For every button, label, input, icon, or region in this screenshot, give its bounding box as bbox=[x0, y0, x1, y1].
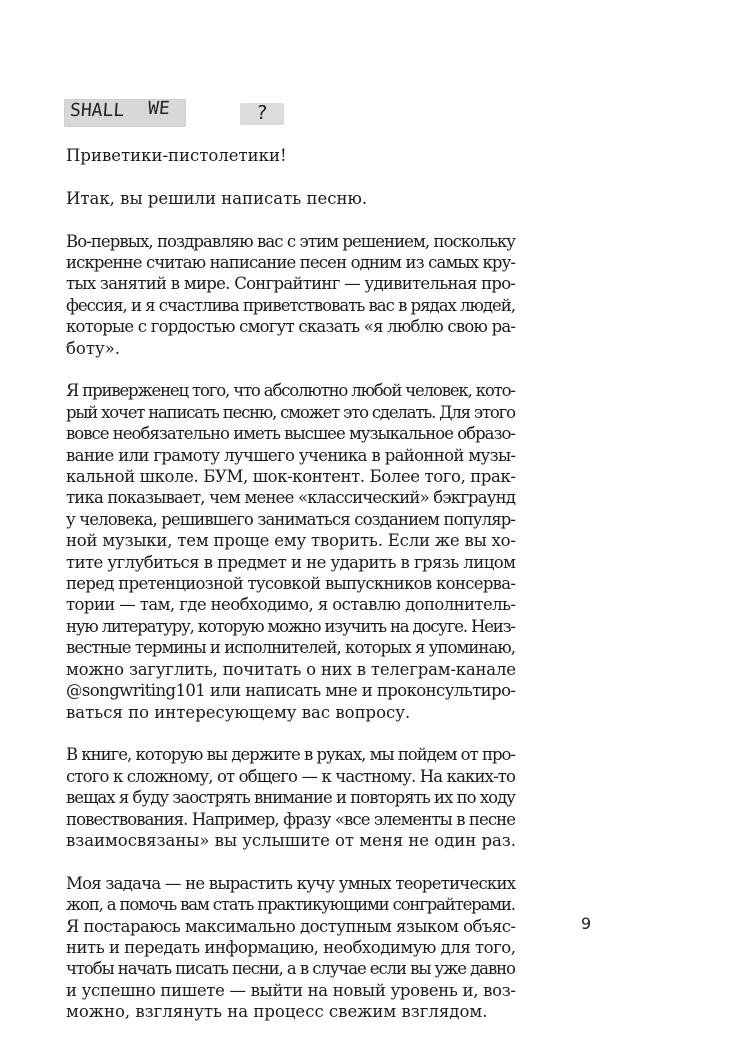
text-line: вестные термины и исполнителей, которых я упоминаю, bbox=[66, 638, 516, 658]
page-number: 9 bbox=[581, 914, 592, 933]
logo-word-shall: SHALL bbox=[69, 100, 125, 121]
text-line: Приветики-пистолетики! bbox=[66, 146, 287, 165]
text-line: взаимосвязаны» вы услышите от меня не один раз. bbox=[66, 830, 516, 850]
text-line: рый хочет написать песню, сможет это сделать. Для этого bbox=[66, 402, 515, 422]
text-line: Итак, вы решили написать песню. bbox=[66, 188, 368, 208]
text-line: тите углубиться в предмет и не ударить в грязь лицом bbox=[66, 552, 516, 572]
text-line: Я постараюсь максимально доступным языком объяс- bbox=[66, 916, 516, 936]
text-line: ваться по интересующему вас вопросу. bbox=[66, 702, 411, 722]
text-line: тории — там, где необходимо, я оставлю дополнитель- bbox=[66, 595, 516, 615]
paragraph bbox=[66, 380, 516, 723]
text-line: @songwriting101 или написать мне и проконсультиро- bbox=[66, 681, 516, 701]
paragraph bbox=[66, 744, 516, 851]
text-line: боту». bbox=[66, 338, 121, 358]
text-line: искренне считаю написание песен одним из самых кру- bbox=[66, 253, 516, 272]
text-line: ную литературу, которую можно изучить на досуге. Неиз- bbox=[66, 616, 515, 636]
text-line: и успешно пишете — выйти на новый уровень и, воз- bbox=[66, 980, 516, 1000]
text-line: перед претенциозной тусовкой выпускников консерва- bbox=[66, 574, 516, 594]
text-line: фессия, и я счастлива приветствовать вас в рядах людей, bbox=[66, 295, 515, 315]
text-line: чтобы начать писать песни, а в случае если вы уже давно bbox=[66, 959, 515, 979]
text-line: повествования. Например, фразу «все элементы в песне bbox=[66, 809, 516, 829]
paragraph bbox=[66, 188, 516, 209]
text-line: тых занятий в мире. Сонграйтинг — удивительная про- bbox=[66, 274, 516, 294]
paragraph bbox=[66, 145, 516, 166]
text-line: Я приверженец того, что абсолютно любой человек, кото- bbox=[66, 381, 515, 401]
text-line: вовсе необязательно иметь высшее музыкальное образо- bbox=[66, 424, 516, 444]
text-line: ной музыки, тем проще ему творить. Если же вы хо- bbox=[66, 531, 516, 551]
text-line: жоп, а помочь вам стать практикующими сонграйтерами. bbox=[66, 895, 515, 915]
logo-word-question: ? bbox=[255, 102, 269, 124]
paragraph bbox=[66, 231, 516, 359]
text-line: стого к сложному, от общего — к частному. На каких-то bbox=[66, 766, 516, 786]
text-line: можно загуглить, почитать о них в телеграм-канале bbox=[66, 659, 516, 679]
logo-word-we: WE bbox=[147, 98, 171, 119]
text-line: вещах я буду заострять внимание и повторять их по ходу bbox=[66, 788, 516, 808]
text-line: нить и передать информацию, необходимую для того, bbox=[66, 937, 516, 957]
paragraph bbox=[66, 873, 516, 1023]
chapter-logo bbox=[64, 93, 269, 133]
text-line: которые с гордостью смогут сказать «я люблю свою ра- bbox=[66, 317, 516, 337]
text-line: кальной школе. БУМ, шок-контент. Более того, прак- bbox=[66, 467, 516, 487]
text-line: В книге, которую вы держите в руках, мы пойдем от про- bbox=[66, 745, 515, 765]
text-line: тика показывает, чем менее «классический» бэкграунд bbox=[66, 488, 516, 508]
body-text bbox=[66, 145, 516, 1044]
text-line: вание или грамоту лучшего ученика в районной музы- bbox=[66, 445, 516, 465]
text-line: Во-первых, поздравляю вас с этим решением, поскольку bbox=[66, 231, 516, 251]
text-line: Моя задача — не вырастить кучу умных теоретических bbox=[66, 873, 516, 893]
text-line: можно, взглянуть на процесс свежим взглядом. bbox=[66, 1002, 488, 1022]
text-line: у человека, решившего заниматься созданием популяр- bbox=[66, 509, 516, 529]
